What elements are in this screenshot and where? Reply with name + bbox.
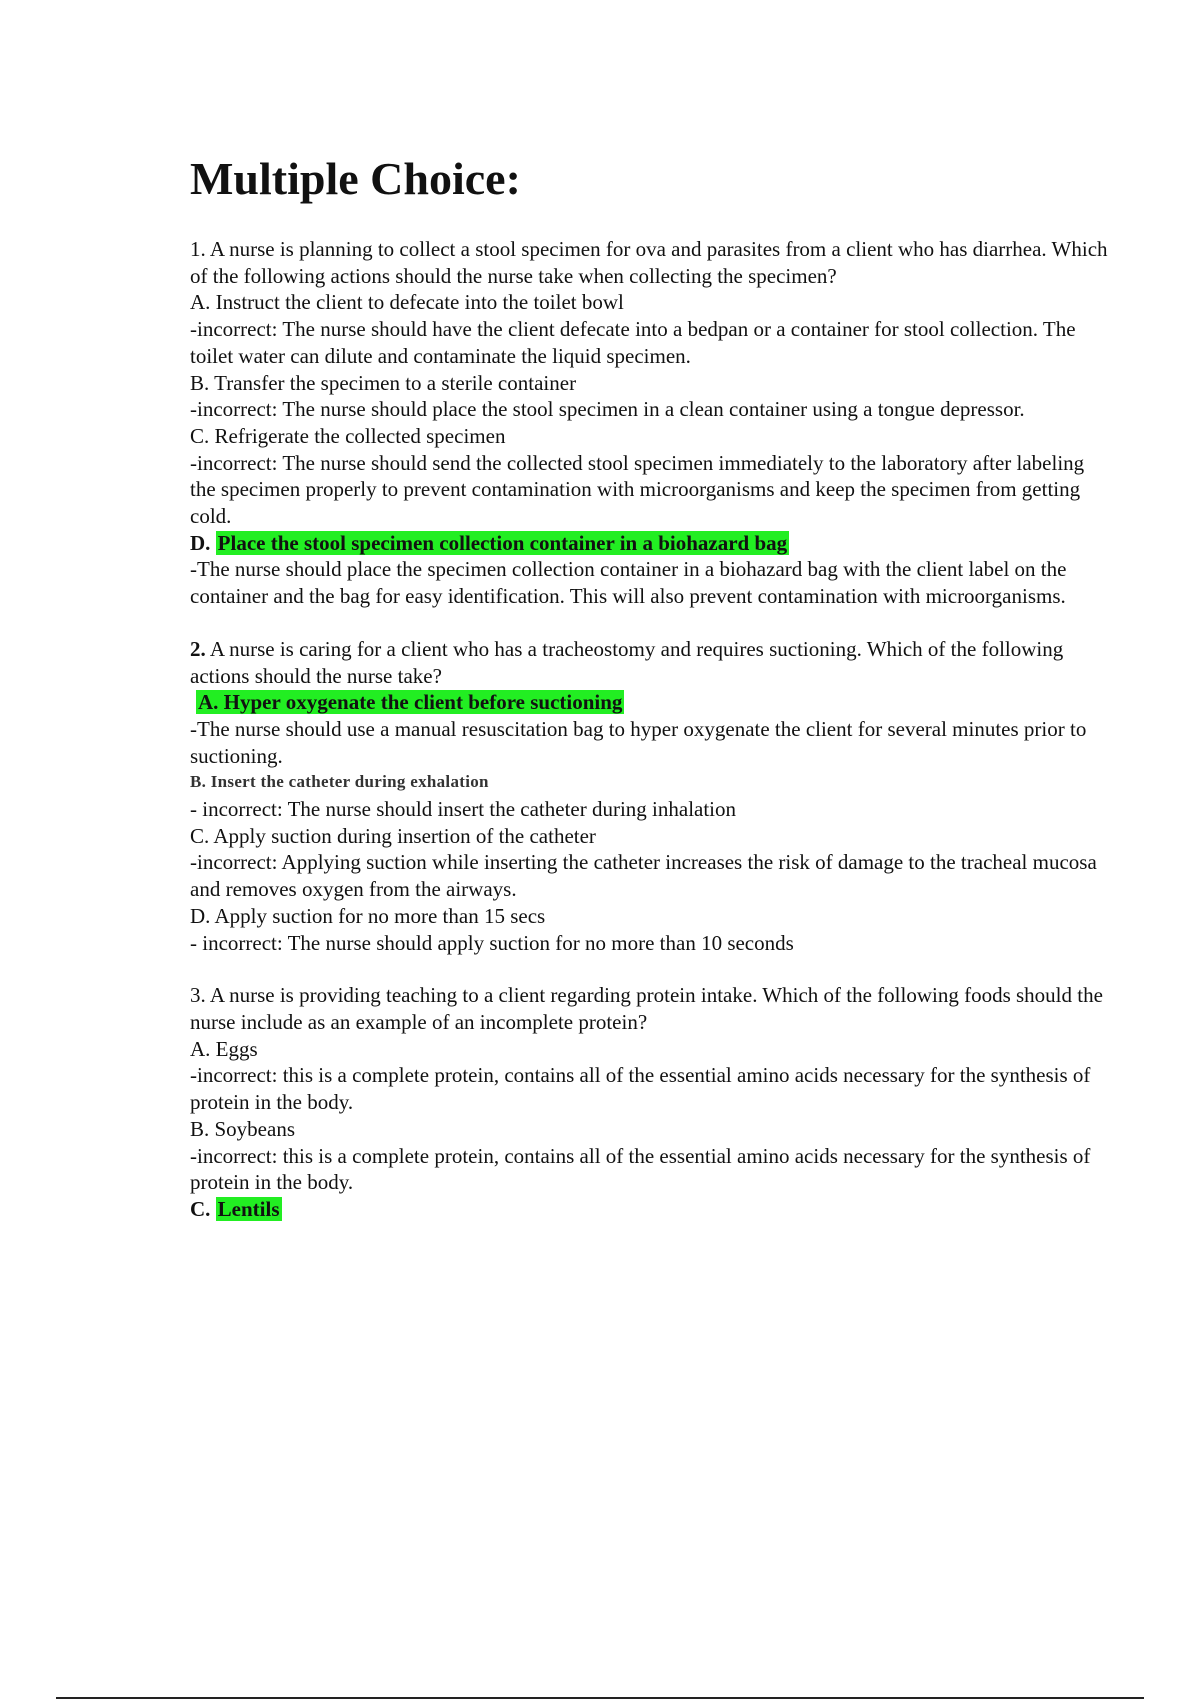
- option-c-explanation: -incorrect: The nurse should send the collected stool specimen immediately to the laboratory after labeling the specimen properly to prevent contamination with microorganisms and keep the specimen from getting cold.: [190, 450, 1085, 529]
- option-b-explanation: - incorrect: The nurse should insert the catheter during inhalation: [190, 797, 737, 822]
- option-b: B. Transfer the specimen to a sterile container: [190, 370, 577, 395]
- option-a-explanation: -incorrect: this is a complete protein, contains all of the essential amino acids necessary for the synthesis of protein in the body.: [190, 1063, 1091, 1115]
- option-a-correct: [190, 689, 1110, 716]
- correct-answer-highlight: Place the stool specimen collection container in a biohazard bag: [217, 530, 788, 555]
- question-1: [190, 236, 1110, 610]
- option-b: B. Soybeans: [190, 1116, 295, 1141]
- option-a: A. Instruct the client to defecate into the toilet bowl: [190, 290, 624, 315]
- option-d: D. Apply suction for no more than 15 secs: [190, 903, 546, 928]
- option-b: B. Insert the catheter during exhalation: [190, 772, 489, 792]
- option-d-explanation: - incorrect: The nurse should apply suction for no more than 10 seconds: [190, 930, 794, 955]
- option-c-correct: [190, 1196, 1110, 1223]
- question-text: A nurse is caring for a client who has a tracheostomy and requires suctioning. Which of the following actions should the nurse take?: [190, 636, 1064, 688]
- option-c: C. Apply suction during insertion of the catheter: [190, 823, 596, 848]
- option-d-correct: [190, 530, 1110, 557]
- correct-answer-highlight: A. Hyper oxygenate the client before suctioning: [198, 690, 623, 715]
- option-a: A. Eggs: [190, 1036, 258, 1061]
- option-c: C. Refrigerate the collected specimen: [190, 423, 506, 448]
- option-b-explanation: -incorrect: The nurse should place the stool specimen in a clean container using a tongue depressor.: [190, 397, 1025, 422]
- option-letter: D.: [190, 530, 211, 555]
- page-bottom-rule: [56, 1697, 1144, 1699]
- option-a-explanation: -incorrect: The nurse should have the client defecate into a bedpan or a container for stool collection. The toilet water can dilute and contaminate the liquid specimen.: [190, 317, 1076, 368]
- option-d-explanation: -The nurse should place the specimen collection container in a biohazard bag with the client label on the container and the bag for easy identification. This will also prevent contamination with microorganisms.: [190, 557, 1067, 609]
- question-2: [190, 636, 1110, 956]
- question-stem: 3. A nurse is providing teaching to a client regarding protein intake. Which of the following foods should the nurse include as an example of an incomplete protein?: [190, 983, 1103, 1034]
- question-stem: [190, 636, 1110, 689]
- question-number: 2.: [190, 636, 206, 661]
- question-3: [190, 982, 1110, 1222]
- option-a-explanation: -The nurse should use a manual resuscitation bag to hyper oxygenate the client for several minutes prior to suctioning.: [190, 716, 1087, 768]
- document-page: [190, 150, 1110, 1223]
- page-title: Multiple Choice:: [190, 153, 521, 204]
- option-c-explanation: -incorrect: Applying suction while inserting the catheter increases the risk of damage to the tracheal mucosa and removes oxygen from the airways.: [190, 850, 1097, 902]
- option-letter: C.: [190, 1196, 211, 1221]
- correct-answer-highlight: Lentils: [217, 1196, 280, 1221]
- question-stem: 1. A nurse is planning to collect a stool specimen for ova and parasites from a client who has diarrhea. Which of the following actions should the nurse take when collecting the specimen?: [190, 237, 1108, 288]
- option-b-explanation: -incorrect: this is a complete protein, contains all of the essential amino acids necessary for the synthesis of protein in the body.: [190, 1143, 1091, 1195]
